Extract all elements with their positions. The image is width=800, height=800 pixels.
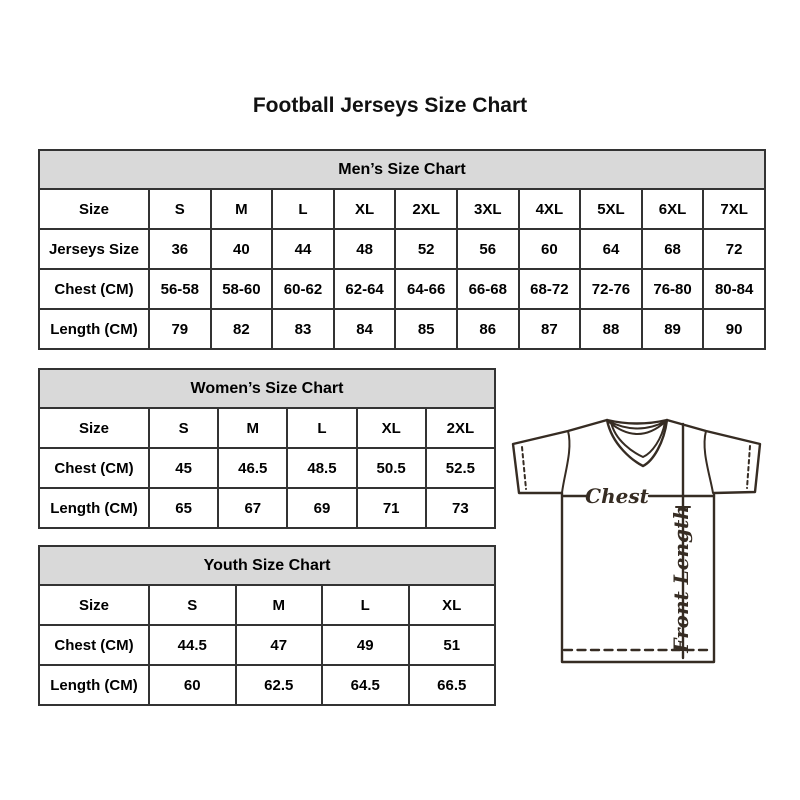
table-cell: 51	[409, 625, 496, 665]
table-cell: 65	[149, 488, 218, 528]
table-row	[39, 665, 495, 705]
table-cell: 6XL	[642, 189, 704, 229]
table-cell: 44	[272, 229, 334, 269]
table-cell: 72	[703, 229, 765, 269]
table-cell: 58-60	[211, 269, 273, 309]
table-row	[39, 625, 495, 665]
youth-table-title: Youth Size Chart	[39, 546, 495, 585]
row-label: Size	[39, 408, 149, 448]
table-cell: L	[322, 585, 409, 625]
table-cell: XL	[409, 585, 496, 625]
jersey-outline	[513, 420, 760, 662]
right-sleeve-hem-dashed	[747, 446, 750, 488]
table-cell: 90	[703, 309, 765, 349]
row-label: Jerseys Size	[39, 229, 149, 269]
table-cell: 2XL	[395, 189, 457, 229]
table-header-row	[39, 546, 495, 585]
right-armhole-seam	[705, 431, 713, 493]
row-label: Size	[39, 585, 149, 625]
table-cell: M	[218, 408, 287, 448]
table-cell: 82	[211, 309, 273, 349]
table-cell: 5XL	[580, 189, 642, 229]
left-sleeve-hem-dashed	[522, 447, 526, 489]
table-cell: 89	[642, 309, 704, 349]
table-cell: 48.5	[287, 448, 356, 488]
table-cell: 85	[395, 309, 457, 349]
table-cell: 64.5	[322, 665, 409, 705]
table-cell: L	[272, 189, 334, 229]
table-cell: 68	[642, 229, 704, 269]
table-cell: 79	[149, 309, 211, 349]
left-armhole-seam	[562, 431, 569, 493]
table-cell: 64-66	[395, 269, 457, 309]
table-cell: 3XL	[457, 189, 519, 229]
table-cell: 68-72	[519, 269, 581, 309]
table-cell: M	[211, 189, 273, 229]
table-cell: 46.5	[218, 448, 287, 488]
womens-size-table	[38, 368, 496, 529]
table-cell: S	[149, 189, 211, 229]
table-cell: 60-62	[272, 269, 334, 309]
table-cell: 80-84	[703, 269, 765, 309]
table-cell: 73	[426, 488, 495, 528]
table-cell: 48	[334, 229, 396, 269]
table-cell: 60	[149, 665, 236, 705]
table-row	[39, 229, 765, 269]
jersey-diagram	[505, 405, 770, 675]
table-cell: 52	[395, 229, 457, 269]
row-label: Length (CM)	[39, 665, 149, 705]
table-row	[39, 488, 495, 528]
table-cell: 66.5	[409, 665, 496, 705]
table-cell: 52.5	[426, 448, 495, 488]
table-cell: 66-68	[457, 269, 519, 309]
table-cell: 44.5	[149, 625, 236, 665]
table-cell: 76-80	[642, 269, 704, 309]
table-cell: 60	[519, 229, 581, 269]
table-cell: 47	[236, 625, 323, 665]
table-cell: 56-58	[149, 269, 211, 309]
table-cell: 36	[149, 229, 211, 269]
table-cell: XL	[357, 408, 426, 448]
table-row	[39, 448, 495, 488]
table-cell: 62-64	[334, 269, 396, 309]
table-cell: M	[236, 585, 323, 625]
mens-table-title: Men’s Size Chart	[39, 150, 765, 189]
table-row	[39, 585, 495, 625]
table-cell: 67	[218, 488, 287, 528]
table-cell: 50.5	[357, 448, 426, 488]
row-label: Chest (CM)	[39, 269, 149, 309]
table-row	[39, 189, 765, 229]
table-cell: 49	[322, 625, 409, 665]
table-header-row	[39, 150, 765, 189]
table-cell: S	[149, 585, 236, 625]
table-cell: 86	[457, 309, 519, 349]
row-label: Length (CM)	[39, 309, 149, 349]
mens-size-table	[38, 149, 766, 350]
table-cell: 69	[287, 488, 356, 528]
youth-size-table	[38, 545, 496, 706]
table-cell: XL	[334, 189, 396, 229]
table-cell: 71	[357, 488, 426, 528]
table-cell: S	[149, 408, 218, 448]
table-cell: 83	[272, 309, 334, 349]
table-row	[39, 408, 495, 448]
table-cell: L	[287, 408, 356, 448]
womens-table-title: Women’s Size Chart	[39, 369, 495, 408]
front-length-label: Front Length	[669, 505, 693, 653]
table-cell: 4XL	[519, 189, 581, 229]
table-cell: 84	[334, 309, 396, 349]
table-cell: 64	[580, 229, 642, 269]
row-label: Chest (CM)	[39, 448, 149, 488]
table-cell: 40	[211, 229, 273, 269]
chest-label: Chest	[585, 484, 649, 508]
table-header-row	[39, 369, 495, 408]
table-row	[39, 309, 765, 349]
page-title: Football Jerseys Size Chart	[252, 94, 528, 117]
table-cell: 72-76	[580, 269, 642, 309]
table-cell: 62.5	[236, 665, 323, 705]
table-cell: 2XL	[426, 408, 495, 448]
table-cell: 88	[580, 309, 642, 349]
row-label: Chest (CM)	[39, 625, 149, 665]
row-label: Length (CM)	[39, 488, 149, 528]
table-cell: 56	[457, 229, 519, 269]
table-row	[39, 269, 765, 309]
table-cell: 7XL	[703, 189, 765, 229]
table-cell: 45	[149, 448, 218, 488]
row-label: Size	[39, 189, 149, 229]
table-cell: 87	[519, 309, 581, 349]
